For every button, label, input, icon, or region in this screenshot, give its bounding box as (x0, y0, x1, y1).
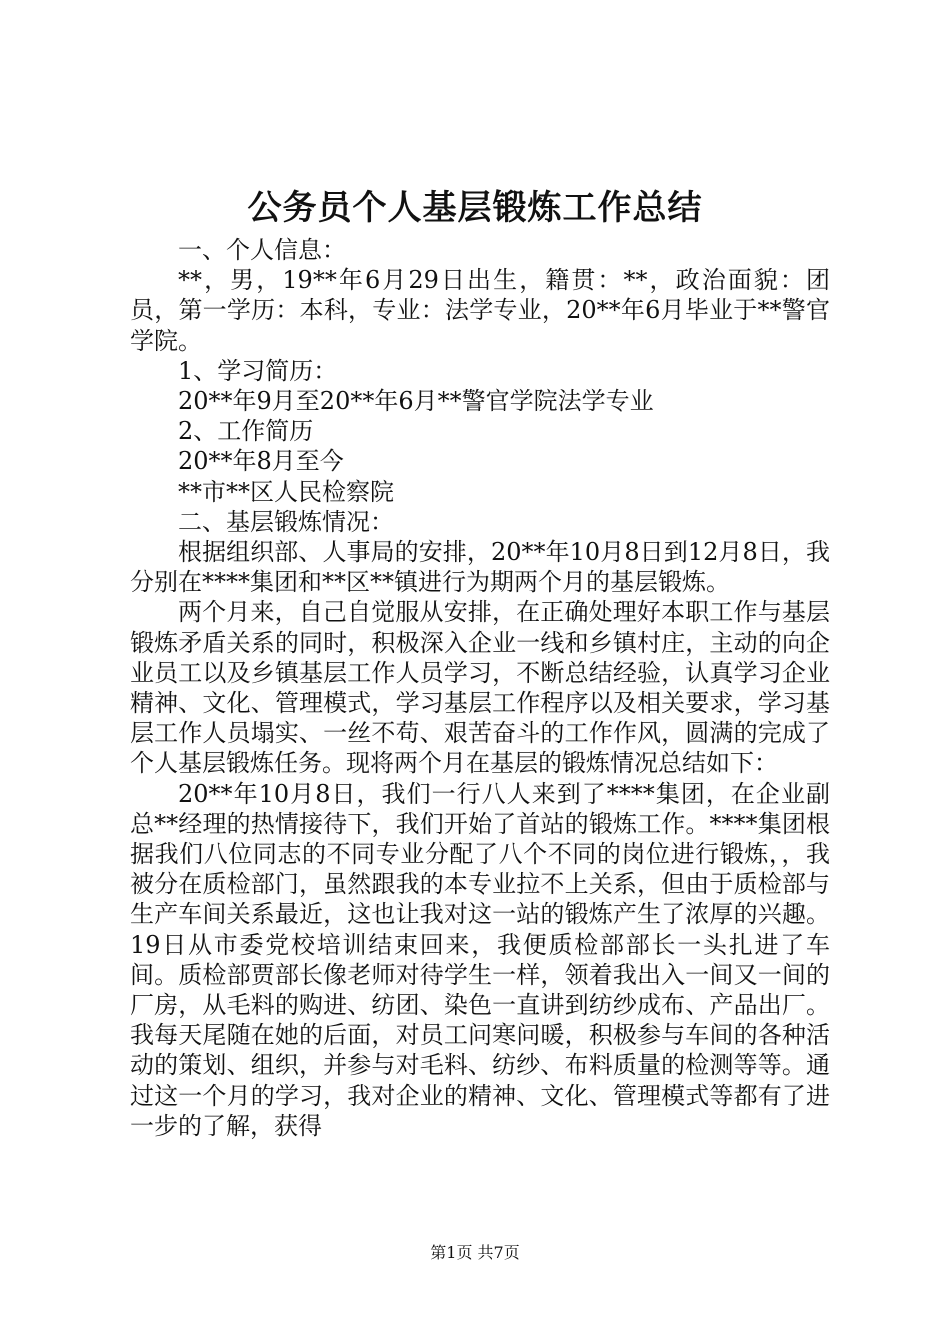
paragraph-study-history: 20**年9月至20**年6月**警官学院法学专业 (178, 387, 654, 416)
paragraph-work-place: **市**区人民检察院 (178, 477, 394, 506)
paragraph-training-overview: 两个月来，自己自觉服从安排，在正确处理好本职工作与基层锻炼矛盾关系的同时，积极深入企业一线和乡镇村庄，主动的向企业员工以及乡镇基层工作人员学习，不断总结经验，认真学习企业精神、文化、管理模式，学习基层工作程序以及相关要求，学习基层工作人员塌实、一丝不苟、艰苦奋斗的工作作风，圆满的完成了个人基层锻炼任务。现将两个月在基层的锻炼情况总结如下： (130, 598, 830, 778)
paragraph-enterprise-training: 20**年10月8日，我们一行八人来到了****集团，在企业副总**经理的热情接待下，我们开始了首站的锻炼工作。****集团根据我们八位同志的不同专业分配了八个不同的岗位进行锻炼，，我被分在质检部门，虽然跟我的本专业拉不上关系，但由于质检部与生产车间关系最近，这也让我对这一站的锻炼产生了浓厚的兴趣。19日从市委党校培训结束回来，我便质检部部长一头扎进了车间。质检部贾部长像老师对待学生一样，领着我出入一间又一间的厂房，从毛料的购进、纺团、染色一直讲到纺纱成布、产品出厂。我每天尾随在她的后面，对员工问寒问暖，积极参与车间的各种活动的策划、组织，并参与对毛料、纺纱、布料质量的检测等等。通过这一个月的学习，我对企业的精神、文化、管理模式等都有了进一步的了解，获得 (130, 779, 830, 1140)
paragraph-personal-info-heading: 一、个人信息： (178, 236, 346, 264)
page-number-footer: 第1页 共7页 (430, 1243, 520, 1262)
paragraph-work-date: 20**年8月至今 (178, 447, 344, 476)
paragraph-training-heading: 二、基层锻炼情况： (178, 507, 394, 536)
paragraph-work-history-heading: 2、工作简历 (178, 417, 314, 446)
paragraph-study-history-heading: 1、学习简历： (178, 356, 338, 385)
document-title: 公务员个人基层锻炼工作总结 (247, 188, 703, 228)
paragraph-personal-info: **，男，19**年6月29日出生，籍贯：**，政治面貌：团员，第一学历：本科，专业：法学专业，20**年6月毕业于**警官学院。 (130, 266, 830, 355)
paragraph-training-arrangement: 根据组织部、人事局的安排，20**年10月8日到12月8日，我分别在****集团和**区**镇进行为期两个月的基层锻炼。 (130, 538, 830, 597)
document-body (130, 235, 830, 1141)
